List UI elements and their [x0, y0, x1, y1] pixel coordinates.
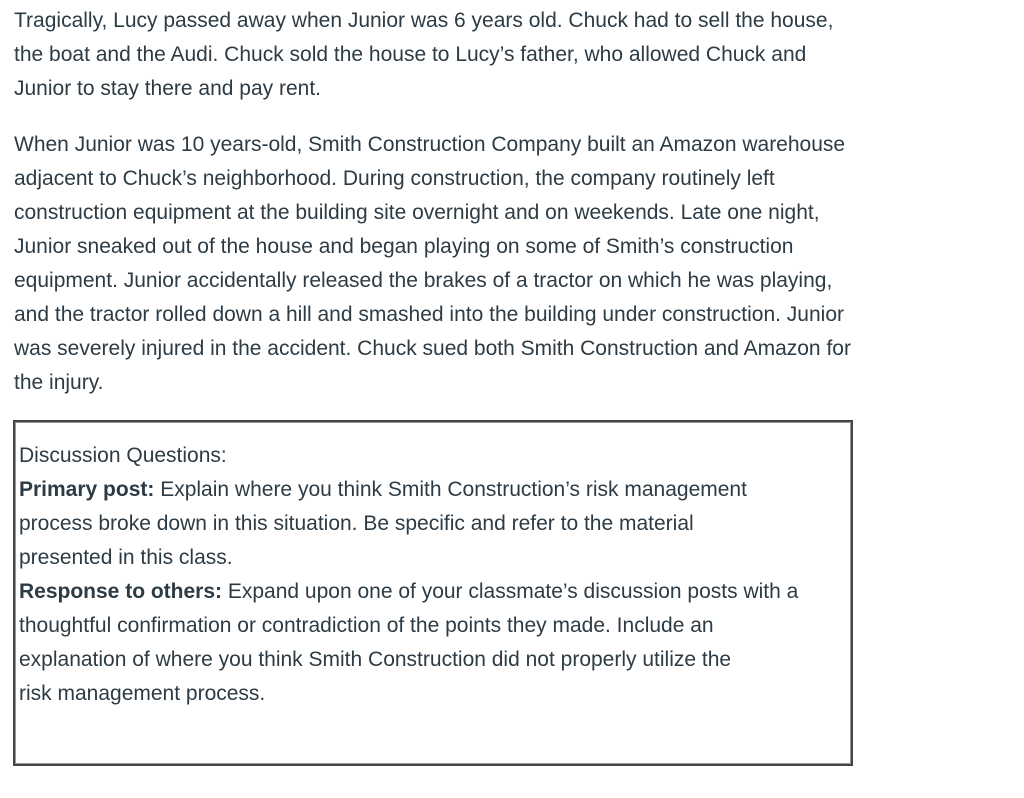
response-line-1 [19, 575, 851, 609]
response-line-3: explanation of where you think Smith Construction did not properly utilize the [19, 648, 732, 671]
discussion-heading: Discussion Questions: [19, 444, 227, 467]
response-line-2: thoughtful confirmation or contradiction of the points they made. Include an [19, 614, 714, 637]
response-label: Response to others: [19, 580, 223, 603]
primary-post-line-1 [19, 473, 851, 507]
discussion-questions-box [13, 420, 853, 766]
primary-post-label: Primary post: [19, 478, 155, 501]
paragraph-lucy-passed-away: Tragically, Lucy passed away when Junior was 6 years old. Chuck had to sell the house, the boat and the Audi. Chuck sold the house to Lucy’s father, who allowed Chuck and Junior to stay there and pay rent. [14, 9, 834, 100]
response-text-1: Expand upon one of your classmate’s discussion posts with a [222, 580, 799, 603]
document-body [14, 4, 864, 400]
primary-post-line-3: presented in this class. [19, 546, 233, 569]
primary-post-text-1: Explain where you think Smith Construction’s risk management [154, 478, 747, 501]
response-line-4: risk management process. [19, 682, 266, 705]
primary-post-line-2: process broke down in this situation. Be specific and refer to the material [19, 512, 694, 535]
paragraph-construction-accident: When Junior was 10 years-old, Smith Construction Company built an Amazon warehouse adjacent to Chuck’s neighborhood. During construction, the company routinely left construction equipment at the building site overnight and on weekends. Late one night, Junior sneaked out of the house and began playing on some of Smith’s construction equipment. Junior accidentally released the brakes of a tractor on which he was playing, and the tractor rolled down a hill and smashed into the building under construction. Junior was severely injured in the accident. Chuck sued both Smith Construction and Amazon for the injury. [14, 133, 851, 394]
